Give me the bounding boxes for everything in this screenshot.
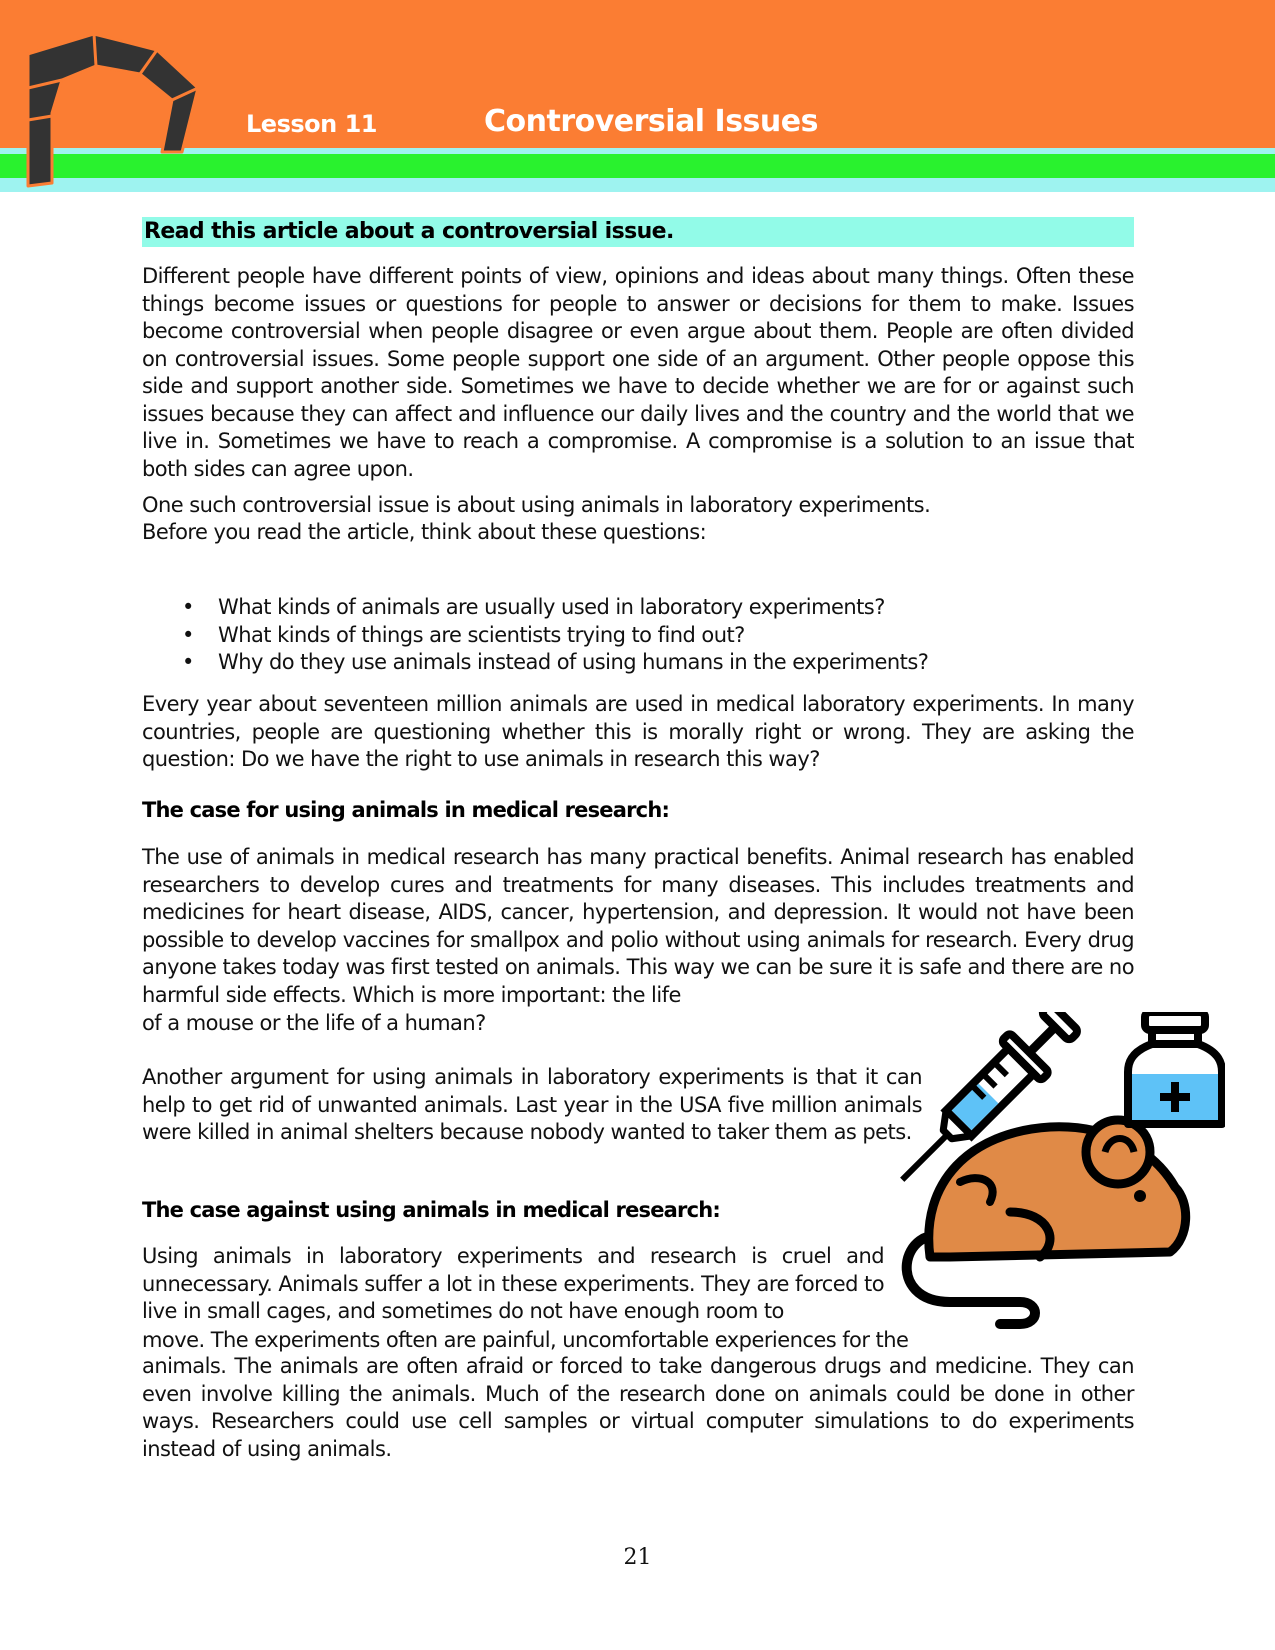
- issue-line: One such controversial issue is about using animals in laboratory experiments.: [142, 493, 931, 517]
- case-for-heading: The case for using animals in medical research:: [142, 798, 670, 822]
- instruction-heading: Read this article about a controversial issue.: [142, 217, 1134, 247]
- question-bullets: [142, 594, 1042, 677]
- intro-paragraph: Different people have different points of view, opinions and ideas about many things. Often these things become issues or questions for people to answer or decisions for them to make. Issues become controversial when people disagree or even argue about them. People are often divided on controversial issues. Some people support one side of an argument. Other people oppose this side and support another side. Sometimes we have to decide whether we are for or against such issues because they can affect and influence our daily lives and the country and the world that we live in. Sometimes we have to reach a compromise. A compromise is a solution to an issue that both sides can agree upon.: [142, 264, 1134, 481]
- list-item: • Why do they use animals instead of using humans in the experiments?: [182, 650, 929, 674]
- case-for-paragraph-2: Another argument for using animals in laboratory experiments is that it can help to get rid of unwanted animals. Last year in the USA five million animals were killed in animal shelters because nobody wanted to taker them as pets.: [142, 1065, 922, 1144]
- case-against-paragraph-start: Using animals in laboratory experiments and research is cruel and unnecessary. Animals suffer a lot in these experiments. They are forced to live in small cages, and sometimes do not have enough room to: [142, 1244, 884, 1323]
- arch-logo-icon: [22, 28, 212, 196]
- list-item: • What kinds of things are scientists trying to find out?: [182, 622, 745, 647]
- every-year-paragraph: Every year about seventeen million animals are used in medical laboratory experiments. In many countries, people are questioning whether this is morally right or wrong. They are asking the question: Do we have the right to use animals in research this way?: [142, 692, 1134, 771]
- case-against-heading: The case against using animals in medical research:: [142, 1198, 721, 1222]
- case-against-paragraph-rest: animals. The animals are often afraid or forced to take dangerous drugs and medicine. They can even involve killing the animals. Much of the research done on animals could be done in other ways. Researchers could use cell samples or virtual computer simulations to do experiments instead of using animals.: [142, 1354, 1134, 1461]
- before-line: Before you read the article, think about these questions:: [142, 520, 707, 544]
- case-for-paragraph-1-tail: of a mouse or the life of a human?: [142, 1011, 486, 1035]
- page-number: 21: [623, 1545, 652, 1570]
- case-against-paragraph-line: move. The experiments often are painful, uncomfortable experiences for the: [142, 1328, 909, 1352]
- lesson-label: Lesson 11: [246, 110, 377, 138]
- case-for-paragraph-1: The use of animals in medical research has many practical benefits. Animal research has enabled researchers to develop cures and treatments for many diseases. This includes treatments and medicines for heart disease, AIDS, cancer, hypertension, and depression. It would not have been possible to develop vaccines for smallpox and polio without using animals for research. Every drug anyone takes today was first tested on animals. This way we can be sure it is safe and there are no harmful side effects. Which is more important: the life: [142, 845, 1134, 1007]
- mouse-syringe-vial-icon: [890, 1012, 1225, 1347]
- list-item: • What kinds of animals are usually used in laboratory experiments?: [182, 595, 885, 619]
- lesson-title: Controversial Issues: [484, 104, 818, 139]
